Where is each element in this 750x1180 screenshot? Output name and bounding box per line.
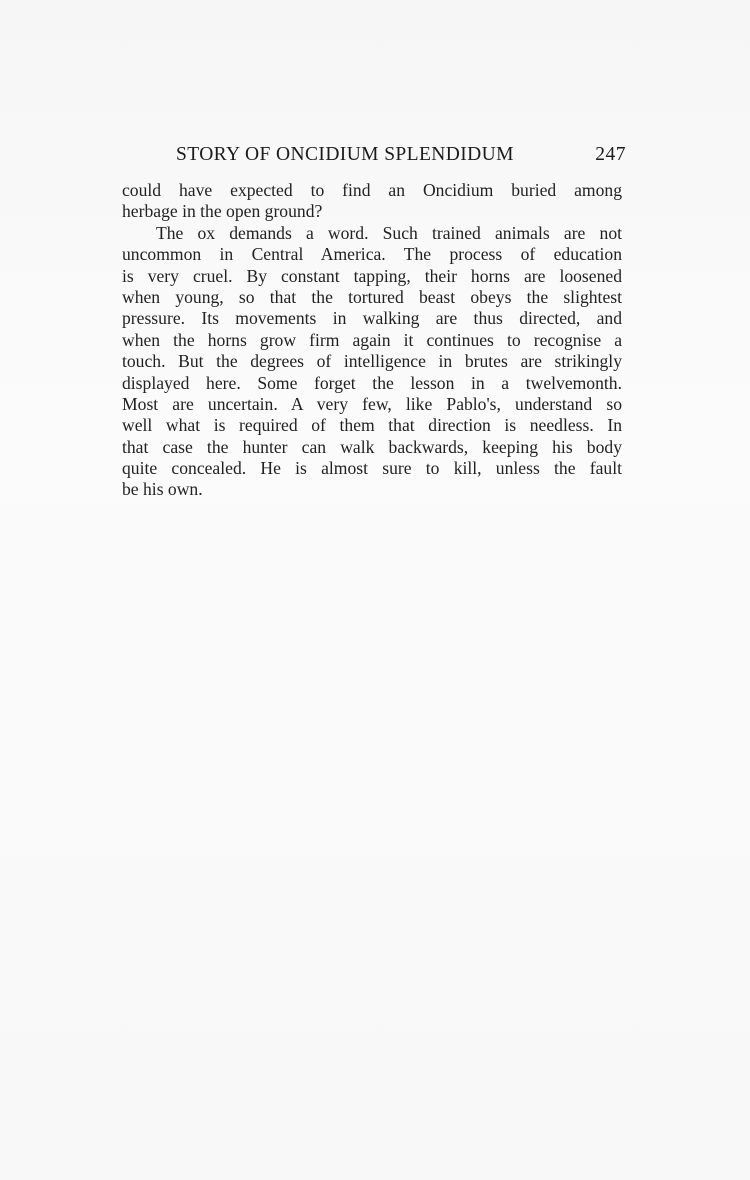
text-line: Most are uncertain. A very few, like Pablo's, understand so	[122, 393, 622, 414]
text-line: be his own.	[122, 479, 203, 500]
text-line: quite concealed. He is almost sure to kill, unless the fault	[122, 458, 622, 479]
body-text	[122, 180, 622, 501]
text-line: is very cruel. By constant tapping, their horns are loosened	[122, 265, 622, 286]
text-line: uncommon in Central America. The process of education	[122, 244, 622, 265]
text-line: The ox demands a word. Such trained animals are not	[156, 222, 622, 243]
running-head	[176, 144, 626, 170]
page-number: 247	[595, 144, 626, 165]
text-line: that case the hunter can walk backwards, keeping his body	[122, 436, 622, 457]
text-line: well what is required of them that direction is needless. In	[122, 415, 622, 436]
text-line: when young, so that the tortured beast obeys the slightest	[122, 286, 622, 307]
text-line: when the horns grow firm again it continues to recognise a	[122, 329, 622, 350]
text-line: herbage in the open ground?	[122, 201, 323, 222]
text-line: pressure. Its movements in walking are thus directed, and	[122, 308, 622, 329]
running-title: STORY OF ONCIDIUM SPLENDIDUM	[176, 144, 514, 165]
text-line: could have expected to find an Oncidium buried among	[122, 180, 622, 200]
text-line: touch. But the degrees of intelligence in brutes are strikingly	[122, 351, 622, 372]
text-line: displayed here. Some forget the lesson in a twelvemonth.	[122, 372, 622, 393]
